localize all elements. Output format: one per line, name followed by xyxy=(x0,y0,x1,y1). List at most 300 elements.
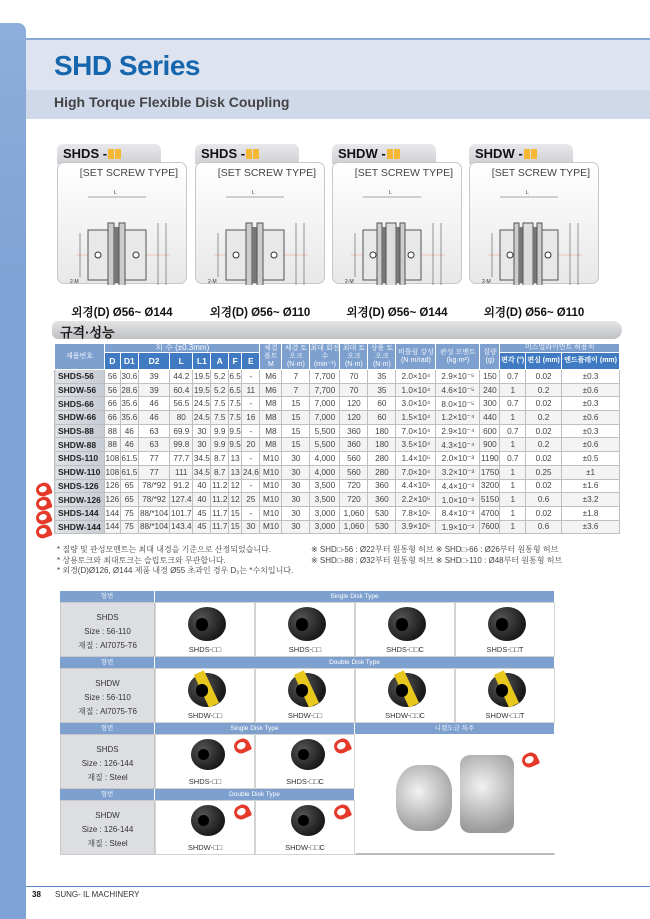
spec-cell-in: 2.0×10⁻³ xyxy=(436,452,480,466)
screw-type-label: [SET SCREW TYPE] xyxy=(217,167,316,179)
spec-cell-L: 77.7 xyxy=(170,452,193,466)
spec-cell-ang: 0.7 xyxy=(500,424,526,438)
spec-cell-E: - xyxy=(242,479,260,493)
spec-cell-D2: 78/*92 xyxy=(138,493,169,507)
spec-cell-F: 15 xyxy=(228,520,241,534)
spec-cell-in: 2.9×10⁻⁴ xyxy=(436,424,480,438)
spec-cell-in: 8.4×10⁻³ xyxy=(436,506,480,520)
spec-cell-E: 16 xyxy=(242,411,260,425)
part-number: SHDS-88 xyxy=(55,424,105,438)
spec-cell-M: M10 xyxy=(260,493,282,507)
note-4: ※ SHD□-56 : Ø22부터 원통형 허브 ※ SHD□-66 : Ø26부터 원통형 허브 xyxy=(311,545,559,554)
diagram-card-4 xyxy=(469,144,599,319)
coupling-photo-icon xyxy=(388,673,426,707)
diagram-model-tab: SHDS - xyxy=(195,144,299,164)
product-model-label: SHDW-□□C xyxy=(385,711,425,720)
spec-cell-L: 91.2 xyxy=(170,479,193,493)
coupling-drawing-icon xyxy=(341,185,455,285)
diagram-box xyxy=(469,162,599,284)
spec-cell-D1: 65 xyxy=(120,493,138,507)
spec-cell-L1: 40 xyxy=(193,493,211,507)
spec-cell-D1: 35.6 xyxy=(120,411,138,425)
spec-cell-ecc: 0.6 xyxy=(526,493,562,507)
product-cell xyxy=(355,668,455,723)
spec-row xyxy=(55,411,620,425)
spec-cell-ts: 1.0×10⁴ xyxy=(396,383,436,397)
spec-cell-E: 25 xyxy=(242,493,260,507)
spec-cell-ang: 1 xyxy=(500,383,526,397)
spec-cell-ecc: 0.02 xyxy=(526,370,562,384)
spec-cell-D: 144 xyxy=(105,520,121,534)
diagram-caption: 외경(D) Ø56~ Ø110 xyxy=(209,307,311,319)
col-dim-l: L xyxy=(170,353,193,370)
note-3: * 외경(D)Ø126, Ø144 제품 내경 Ø55 초과인 경우 D₂는 *수치입니다. xyxy=(57,566,294,575)
coupling-drawing-icon xyxy=(204,185,318,285)
svg-text:L: L xyxy=(114,190,117,196)
coupling-photo-icon xyxy=(288,607,326,641)
col-inertia: 관성 모멘트 (kg·m²) xyxy=(436,344,480,370)
spec-cell-ts: 1.4×10⁵ xyxy=(396,452,436,466)
spec-cell-A: 7.5 xyxy=(211,397,229,411)
product-model-label: SHDS-□□C xyxy=(286,777,324,786)
spec-cell-F: 12 xyxy=(228,493,241,507)
spec-cell-rpm: 7,700 xyxy=(310,370,340,384)
spec-cell-wt: 3200 xyxy=(480,479,500,493)
spec-cell-mt: 70 xyxy=(340,383,368,397)
spec-cell-wt: 150 xyxy=(480,370,500,384)
coupling-photo-icon xyxy=(188,607,226,641)
spec-cell-A: 7.5 xyxy=(211,411,229,425)
product-section-header: Double Disk Type xyxy=(155,789,355,800)
spec-cell-D: 126 xyxy=(105,493,121,507)
spec-cell-tt: 30 xyxy=(282,520,310,534)
spec-cell-D: 66 xyxy=(105,411,121,425)
product-cell xyxy=(155,800,255,855)
spec-cell-D: 108 xyxy=(105,452,121,466)
spec-cell-mt: 1,060 xyxy=(340,520,368,534)
spec-cell-D1: 46 xyxy=(120,424,138,438)
spec-cell-F: 13 xyxy=(228,465,241,479)
spec-cell-tt: 15 xyxy=(282,397,310,411)
spec-cell-wt: 240 xyxy=(480,383,500,397)
spec-cell-rpm: 5,500 xyxy=(310,438,340,452)
spec-cell-ecc: 0.02 xyxy=(526,506,562,520)
spec-cell-rt: 180 xyxy=(368,424,396,438)
spec-row xyxy=(55,397,620,411)
spec-cell-L1: 40 xyxy=(193,479,211,493)
spec-row xyxy=(55,520,620,534)
spec-cell-E: - xyxy=(242,397,260,411)
spec-cell-L1: 24.5 xyxy=(193,411,211,425)
spec-cell-end: ±0.5 xyxy=(562,452,620,466)
note-2: * 상용토크와 최대토크는 슬립토크와 무관합니다. xyxy=(57,555,226,565)
svg-text:L: L xyxy=(526,190,529,196)
product-cell xyxy=(255,602,355,657)
spec-cell-D2: 46 xyxy=(138,397,169,411)
spec-cell-L: 99.8 xyxy=(170,438,193,452)
spec-cell-A: 11.2 xyxy=(211,493,229,507)
spec-cell-ang: 0.7 xyxy=(500,397,526,411)
spec-cell-tt: 30 xyxy=(282,465,310,479)
spec-cell-E: 11 xyxy=(242,383,260,397)
screw-type-label: [SET SCREW TYPE] xyxy=(79,167,178,179)
product-model-label: SHDS-□□T xyxy=(486,645,524,654)
product-cell xyxy=(455,602,555,657)
spec-cell-rt: 360 xyxy=(368,479,396,493)
spec-cell-M: M8 xyxy=(260,438,282,452)
spec-cell-ang: 0.7 xyxy=(500,370,526,384)
spec-cell-L: 44.2 xyxy=(170,370,193,384)
spec-cell-wt: 1750 xyxy=(480,465,500,479)
diagram-card-2 xyxy=(195,144,325,319)
col-dims-group: 치 수 (±0.3mm) xyxy=(105,344,260,353)
col-dim-l1: L1 xyxy=(193,353,211,370)
spec-cell-rpm: 7,000 xyxy=(310,397,340,411)
spec-cell-mt: 560 xyxy=(340,465,368,479)
spec-cell-E: 30 xyxy=(242,520,260,534)
spec-cell-end: ±1 xyxy=(562,465,620,479)
footer-divider xyxy=(26,886,650,887)
product-col-header: 형번 xyxy=(60,723,155,734)
spec-cell-in: 1.0×10⁻² xyxy=(436,493,480,507)
spec-cell-end: ±1.8 xyxy=(562,506,620,520)
spec-cell-D: 144 xyxy=(105,506,121,520)
spec-cell-tt: 30 xyxy=(282,493,310,507)
product-cell xyxy=(155,668,255,723)
product-col-header: 형번 xyxy=(60,591,155,602)
spec-cell-M: M10 xyxy=(260,479,282,493)
spec-cell-mt: 560 xyxy=(340,452,368,466)
spec-cell-L: 80 xyxy=(170,411,193,425)
spec-cell-rt: 530 xyxy=(368,506,396,520)
spec-row xyxy=(55,506,620,520)
spec-cell-mt: 70 xyxy=(340,370,368,384)
spec-cell-M: M8 xyxy=(260,397,282,411)
spec-cell-F: 9.5 xyxy=(228,438,241,452)
spec-cell-ang: 1 xyxy=(500,520,526,534)
spec-cell-E: 24.6 xyxy=(242,465,260,479)
spec-cell-rt: 530 xyxy=(368,520,396,534)
spec-cell-M: M10 xyxy=(260,465,282,479)
spec-cell-D1: 75 xyxy=(120,520,138,534)
spec-cell-M: M10 xyxy=(260,506,282,520)
part-number: SHDW-110 xyxy=(55,465,105,479)
col-dim-e: E xyxy=(242,353,260,370)
spec-row xyxy=(55,383,620,397)
spec-cell-L1: 45 xyxy=(193,506,211,520)
diagram-model-tab: SHDS - xyxy=(57,144,161,164)
spec-cell-E: - xyxy=(242,424,260,438)
spec-cell-in: 2.9×10⁻⁵ xyxy=(436,370,480,384)
spec-cell-tt: 30 xyxy=(282,506,310,520)
spec-cell-A: 5.2 xyxy=(211,370,229,384)
spec-cell-M: M10 xyxy=(260,520,282,534)
col-dim-d: D xyxy=(105,353,121,370)
product-cell xyxy=(155,734,255,789)
part-number: SHDW-56 xyxy=(55,383,105,397)
spec-cell-D1: 65 xyxy=(120,479,138,493)
spec-cell-F: 13 xyxy=(228,452,241,466)
diagram-card-1 xyxy=(57,144,187,319)
col-misalign-group: 미스얼라이먼트 허용치 xyxy=(500,344,620,353)
spec-row xyxy=(55,370,620,384)
spec-cell-M: M10 xyxy=(260,452,282,466)
spec-cell-in: 4.3×10⁻⁴ xyxy=(436,438,480,452)
spec-cell-rpm: 4,000 xyxy=(310,452,340,466)
spec-cell-E: - xyxy=(242,452,260,466)
product-model-label: SHDS-□□ xyxy=(288,645,322,654)
spec-cell-ts: 2.2×10⁵ xyxy=(396,493,436,507)
diagram-caption: 외경(D) Ø56~ Ø110 xyxy=(483,307,585,319)
spec-cell-E: - xyxy=(242,370,260,384)
spec-cell-in: 1.2×10⁻⁴ xyxy=(436,411,480,425)
spec-cell-D: 88 xyxy=(105,424,121,438)
spec-cell-rt: 280 xyxy=(368,452,396,466)
spec-cell-F: 9.5 xyxy=(228,424,241,438)
spec-row xyxy=(55,493,620,507)
spec-cell-tt: 15 xyxy=(282,438,310,452)
coupling-photo-icon xyxy=(191,739,225,770)
col-dim-d2: D2 xyxy=(138,353,169,370)
spec-cell-F: 7.5 xyxy=(228,397,241,411)
spec-cell-D: 56 xyxy=(105,383,121,397)
note-1: * 질량 및 관성모멘트는 최대 내경을 기준으로 산정되었습니다. xyxy=(57,545,272,554)
spec-cell-end: ±0.3 xyxy=(562,370,620,384)
spec-cell-D1: 61.5 xyxy=(120,465,138,479)
new-badge-icon xyxy=(232,736,252,755)
spec-cell-D2: 77 xyxy=(138,452,169,466)
spec-cell-ang: 1 xyxy=(500,438,526,452)
spec-table xyxy=(54,343,620,534)
product-cell xyxy=(355,602,455,657)
new-badge-icon xyxy=(520,750,540,769)
spec-cell-D2: 39 xyxy=(138,383,169,397)
spec-cell-D: 126 xyxy=(105,479,121,493)
col-rated-torque: 상용 토오크 (N·m) xyxy=(368,344,396,370)
coupling-drawing-icon xyxy=(66,185,180,285)
spec-cell-ecc: 0.02 xyxy=(526,452,562,466)
spec-cell-D1: 61.5 xyxy=(120,452,138,466)
spec-cell-wt: 600 xyxy=(480,424,500,438)
spec-cell-ecc: 0.02 xyxy=(526,479,562,493)
spec-cell-rpm: 4,000 xyxy=(310,465,340,479)
spec-cell-rpm: 5,500 xyxy=(310,424,340,438)
spec-cell-ang: 1 xyxy=(500,493,526,507)
spec-cell-rt: 280 xyxy=(368,465,396,479)
spec-cell-tt: 7 xyxy=(282,383,310,397)
svg-text:2-M: 2-M xyxy=(345,279,354,285)
spec-cell-end: ±0.6 xyxy=(562,438,620,452)
screw-type-label: [SET SCREW TYPE] xyxy=(491,167,590,179)
col-part-no: 제품번호 xyxy=(55,344,105,370)
spec-cell-ts: 7.0×10⁴ xyxy=(396,424,436,438)
svg-text:L: L xyxy=(252,190,255,196)
spec-cell-end: ±0.6 xyxy=(562,411,620,425)
product-col-header: 형번 xyxy=(60,657,155,668)
spec-cell-ang: 1 xyxy=(500,479,526,493)
svg-text:L: L xyxy=(389,190,392,196)
spec-cell-tt: 15 xyxy=(282,424,310,438)
spec-cell-D2: 63 xyxy=(138,438,169,452)
product-model-label: SHDW-□□ xyxy=(187,843,223,852)
spec-cell-ecc: 0.25 xyxy=(526,465,562,479)
spec-cell-M: M6 xyxy=(260,370,282,384)
spec-row xyxy=(55,479,620,493)
spec-cell-ecc: 0.2 xyxy=(526,438,562,452)
spec-cell-ecc: 0.2 xyxy=(526,383,562,397)
spec-cell-ts: 1.5×10⁴ xyxy=(396,411,436,425)
spec-cell-D1: 75 xyxy=(120,506,138,520)
spec-cell-ang: 1 xyxy=(500,411,526,425)
spec-cell-D2: 63 xyxy=(138,424,169,438)
coupling-photo-icon xyxy=(191,805,225,836)
spec-cell-rpm: 7,700 xyxy=(310,383,340,397)
product-section-header: Single Disk Type xyxy=(155,723,355,734)
part-number: SHDW-66 xyxy=(55,411,105,425)
coupling-photo-icon xyxy=(291,805,325,836)
product-model-label: SHDW-□□T xyxy=(485,711,525,720)
spec-cell-wt: 300 xyxy=(480,397,500,411)
spec-heading: 규격·성능 xyxy=(52,321,622,339)
spec-cell-L: 127.4 xyxy=(170,493,193,507)
spec-cell-rpm: 3,500 xyxy=(310,479,340,493)
spec-cell-ecc: 0.2 xyxy=(526,411,562,425)
part-number: SHDS-56 xyxy=(55,370,105,384)
diagram-caption: 외경(D) Ø56~ Ø144 xyxy=(346,307,448,319)
spec-cell-rt: 60 xyxy=(368,397,396,411)
coupling-photo-icon xyxy=(388,607,426,641)
spec-cell-ecc: 0.6 xyxy=(526,520,562,534)
spec-row xyxy=(55,438,620,452)
product-model-label: SHDS-□□ xyxy=(188,777,222,786)
spec-cell-rt: 35 xyxy=(368,370,396,384)
spec-cell-A: 9.9 xyxy=(211,438,229,452)
spec-cell-end: ±0.3 xyxy=(562,397,620,411)
spec-cell-L: 111 xyxy=(170,465,193,479)
spec-cell-M: M6 xyxy=(260,383,282,397)
new-badge-icon xyxy=(332,802,352,821)
spec-cell-mt: 720 xyxy=(340,479,368,493)
spec-cell-wt: 5150 xyxy=(480,493,500,507)
spec-cell-L1: 45 xyxy=(193,520,211,534)
spec-cell-D1: 35.6 xyxy=(120,397,138,411)
nickel-coupling-photo-icon xyxy=(460,755,514,833)
spec-row xyxy=(55,424,620,438)
spec-cell-D1: 46 xyxy=(120,438,138,452)
product-label: SHDS Size : 126-144 재질 : Steel xyxy=(60,734,155,789)
product-model-label: SHDW-□□ xyxy=(287,711,323,720)
col-dim-d1: D1 xyxy=(120,353,138,370)
product-cell xyxy=(455,668,555,723)
spec-cell-mt: 360 xyxy=(340,424,368,438)
coupling-photo-icon xyxy=(188,673,226,707)
spec-cell-rt: 35 xyxy=(368,383,396,397)
spec-cell-D: 66 xyxy=(105,397,121,411)
diagram-box xyxy=(195,162,325,284)
spec-cell-D1: 28.6 xyxy=(120,383,138,397)
spec-cell-A: 8.7 xyxy=(211,452,229,466)
page-number: 38 xyxy=(32,890,41,899)
col-max-torque: 최대 토오크 (N·m) xyxy=(340,344,368,370)
col-bolt: 체결 볼트 M xyxy=(260,344,282,370)
spec-cell-D: 88 xyxy=(105,438,121,452)
notes-right xyxy=(311,545,562,566)
spec-cell-rt: 180 xyxy=(368,438,396,452)
spec-cell-rpm: 3,500 xyxy=(310,493,340,507)
spec-cell-ecc: 0.02 xyxy=(526,424,562,438)
diagram-caption: 외경(D) Ø56~ Ø144 xyxy=(71,307,173,319)
product-cell xyxy=(255,734,355,789)
spec-cell-L1: 30 xyxy=(193,424,211,438)
new-badge-icon xyxy=(232,802,252,821)
spec-cell-mt: 1,060 xyxy=(340,506,368,520)
spec-cell-rt: 60 xyxy=(368,411,396,425)
spec-cell-mt: 120 xyxy=(340,411,368,425)
spec-cell-L1: 19.5 xyxy=(193,383,211,397)
col-misalign-1: 편심 (mm) xyxy=(526,353,562,370)
col-misalign-2: 엔드플레이 (mm) xyxy=(562,353,620,370)
spec-cell-wt: 440 xyxy=(480,411,500,425)
spec-cell-in: 4.6×10⁻⁵ xyxy=(436,383,480,397)
spec-cell-D2: 78/*92 xyxy=(138,479,169,493)
col-weight: 질량 (g) xyxy=(480,344,500,370)
spec-cell-mt: 360 xyxy=(340,438,368,452)
spec-cell-M: M8 xyxy=(260,411,282,425)
diagram-card-3 xyxy=(332,144,462,319)
spec-cell-F: 6.5 xyxy=(228,370,241,384)
spec-cell-rpm: 7,000 xyxy=(310,411,340,425)
spec-cell-D: 56 xyxy=(105,370,121,384)
note-5: ※ SHD□-88 : Ø32부터 원통형 허브 ※ SHD□-110 : Ø48부터 원통형 허브 xyxy=(311,555,563,565)
spec-cell-tt: 15 xyxy=(282,411,310,425)
nickel-header: 니켈도금 특주 xyxy=(355,723,555,734)
spec-cell-D1: 30.6 xyxy=(120,370,138,384)
col-torsion: 비틀림 강성 (N·m/rad) xyxy=(396,344,436,370)
spec-cell-L1: 30 xyxy=(193,438,211,452)
spec-cell-E: 20 xyxy=(242,438,260,452)
diagram-model-tab: SHDW - xyxy=(332,144,436,164)
spec-cell-ts: 4.4×10⁵ xyxy=(396,479,436,493)
part-number: SHDW-88 xyxy=(55,438,105,452)
product-cell xyxy=(255,800,355,855)
spec-cell-end: ±3.2 xyxy=(562,493,620,507)
svg-text:2-M: 2-M xyxy=(482,279,491,285)
spec-cell-in: 1.9×10⁻² xyxy=(436,520,480,534)
spec-cell-tt: 30 xyxy=(282,452,310,466)
side-tab xyxy=(0,23,26,919)
spec-cell-A: 11.7 xyxy=(211,520,229,534)
product-cell xyxy=(155,602,255,657)
spec-cell-ts: 7.0×10⁴ xyxy=(396,465,436,479)
spec-cell-wt: 900 xyxy=(480,438,500,452)
spec-cell-F: 12 xyxy=(228,479,241,493)
part-number: SHDS-144 xyxy=(55,506,105,520)
spec-cell-wt: 4700 xyxy=(480,506,500,520)
spec-cell-mt: 720 xyxy=(340,493,368,507)
spec-cell-tt: 30 xyxy=(282,479,310,493)
page-title: SHD Series xyxy=(54,50,200,81)
col-misalign-0: 편각 (°) xyxy=(500,353,526,370)
spec-cell-L: 101.7 xyxy=(170,506,193,520)
col-max-rpm: 최대 회전수 (min⁻¹) xyxy=(310,344,340,368)
spec-cell-tt: 7 xyxy=(282,370,310,384)
spec-cell-F: 6.5 xyxy=(228,383,241,397)
spec-row xyxy=(55,465,620,479)
spec-cell-ecc: 0.02 xyxy=(526,397,562,411)
spec-cell-L1: 34.5 xyxy=(193,452,211,466)
nickel-cell xyxy=(355,734,555,855)
spec-cell-in: 3.2×10⁻³ xyxy=(436,465,480,479)
